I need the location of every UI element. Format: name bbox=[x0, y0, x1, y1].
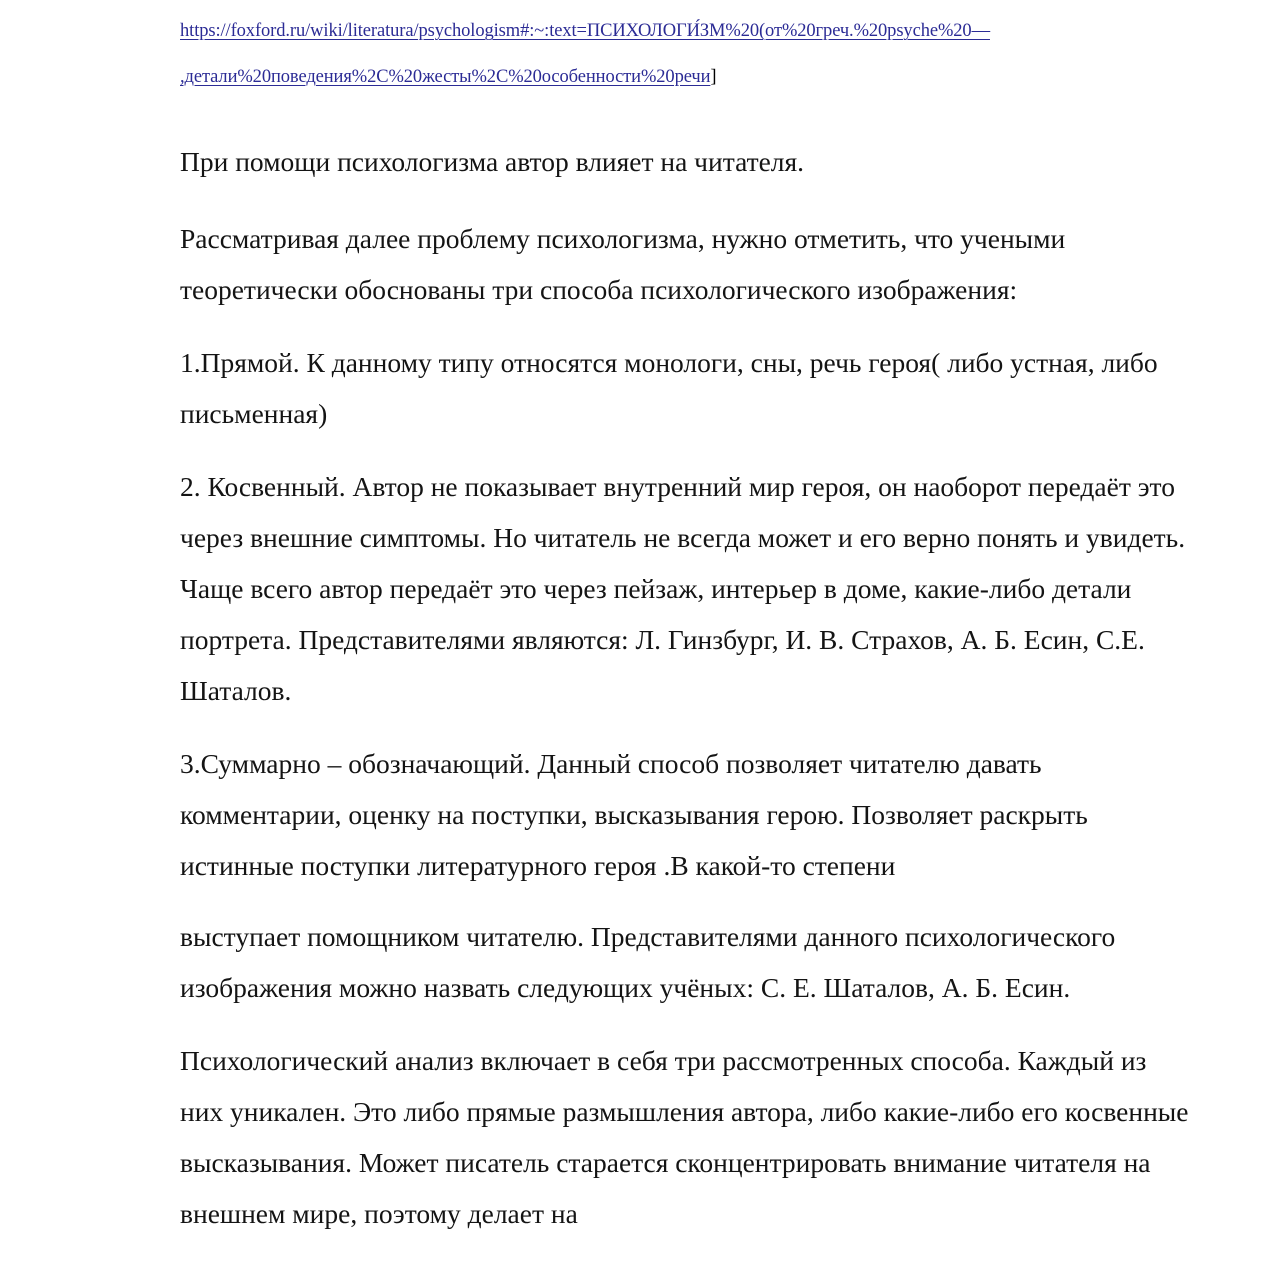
url-closing-bracket: ] bbox=[710, 67, 717, 87]
source-url-link-part-2[interactable]: ,детали%20поведения%2C%20жесты%2C%20особенности%20речи bbox=[180, 67, 711, 87]
paragraph-method-3-part-1: 3.Суммарно – обозначающий. Данный способ позволяет читателю давать комментарии, оценку на поступки, высказывания герою. Позволяет раскрыть истинные поступки литературного героя .В какой-то степени bbox=[180, 748, 1088, 881]
source-url-block bbox=[180, 0, 1190, 100]
paragraph-method-1: 1.Прямой. К данному типу относятся монологи, сны, речь героя( либо устная, либо письменная) bbox=[180, 347, 1158, 429]
paragraph-three-methods: Рассматривая далее проблему психологизма, нужно отметить, что учеными теоретически обоснованы три способа психологического изображения: bbox=[180, 223, 1066, 305]
paragraph-method-3-part-2: выступает помощником читателю. Представителями данного психологического изображения можно назвать следующих учёных: С. Е. Шаталов, А. Б. Есин. bbox=[180, 921, 1116, 1003]
document-body bbox=[180, 0, 1190, 1239]
source-url-line-1 bbox=[180, 8, 1190, 54]
paragraph-method-2: 2. Косвенный. Автор не показывает внутренний мир героя, он наоборот передаёт это через внешние симптомы. Но читатель не всегда может и его верно понять и увидеть. Чаще всего автор передаёт это через пейзаж, интерьер в доме, какие-либо детали портрета. Представителями являются: Л. Гинзбург, И. В. Страхов, А. Б. Есин, С.Е. Шаталов. bbox=[180, 471, 1186, 706]
paragraph-psychological-analysis: Психологический анализ включает в себя три рассмотренных способа. Каждый из них уникален. Это либо прямые размышления автора, либо какие-либо его косвенные высказывания. Может писатель старается сконцентрировать внимание читателя на внешнем мире, поэтому делает на bbox=[180, 1045, 1189, 1229]
source-url-link-part-1[interactable]: https://foxford.ru/wiki/literatura/psychologism#:~:text=ПСИХОЛОГИ́ЗМ%20(от%20греч.%20psyche%20— bbox=[180, 21, 990, 41]
paragraph-intro: При помощи психологизма автор влияет на читателя. bbox=[180, 146, 805, 177]
source-url-line-2 bbox=[180, 54, 1190, 100]
